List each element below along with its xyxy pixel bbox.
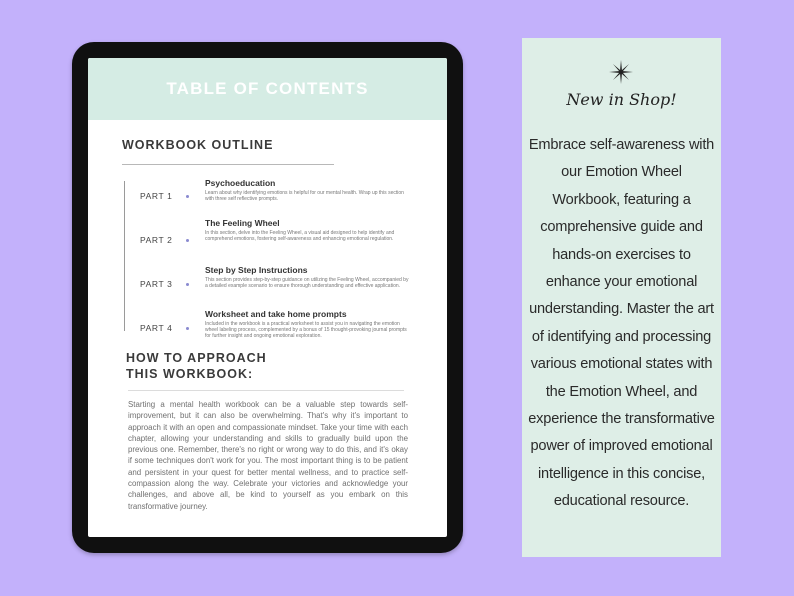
part-title: The Feeling Wheel <box>205 218 280 228</box>
banner-title: TABLE OF CONTENTS <box>166 79 369 98</box>
promo-text: Embrace self-awareness with our Emotion Wheel Workbook, featuring a comprehensive guide and hands-on exercises to enhance your emotional understanding. Master the art of identifying and processing various emotional states with the Emotion Wheel, and experience the transformative power of improved emotional intelligence in this concise, educational resource. <box>528 137 715 510</box>
part-description: Included in the workbook is a practical worksheet to assist you in navigating the emotion wheel labeling process, complemented by a bonus of 15 thought-provoking journal prompts for further insight and ongoing emotional exploration. <box>205 321 407 339</box>
bullet-dot-icon <box>186 195 189 198</box>
part-title: Step by Step Instructions <box>205 265 308 275</box>
outline-title: WORKBOOK OUTLINE <box>122 138 274 152</box>
approach-divider <box>128 390 404 391</box>
sparkle-icon <box>609 60 633 84</box>
tablet-screen <box>88 58 447 537</box>
promo-card <box>522 38 721 557</box>
parts-vertical-line <box>124 181 125 331</box>
bullet-dot-icon <box>186 239 189 242</box>
approach-body: Starting a mental health workbook can be a valuable step towards self-improvement, but it can also be overwhelming. That's why it's important to approach it with an open and compassionate mindset. Take your time with each chapter, allowing your understanding and skills to gradually build upon the previous one. Remember, there's no right or wrong way to do this, and it's okay if some techniques don't work for you. The most important thing is to be patient and persistent in your quest for better mental wellness, and to practice self-compassion along the way. Celebrate your victories and acknowledge your challenges, and above all, be kind to yourself as you embark on this transformative journey. <box>128 400 408 511</box>
approach-heading-line-1: HOW TO APPROACH <box>126 351 267 365</box>
promo-heading: New in Shop! <box>566 90 677 109</box>
tablet-frame <box>72 42 463 553</box>
bullet-dot-icon <box>186 283 189 286</box>
part-title: Psychoeducation <box>205 178 276 188</box>
part-description: Learn about why identifying emotions is helpful for our mental health. Wrap up this section with three self reflective prompts. <box>205 190 404 202</box>
part-description: This section provides step-by-step guidance on utilizing the Feeling Wheel, accompanied by a detailed example scenario to ensure thorough understanding and effective application. <box>205 277 409 289</box>
outline-divider <box>122 164 334 165</box>
approach-heading <box>126 350 267 382</box>
part-label: PART 2 <box>140 235 173 245</box>
part-description: In this section, delve into the Feeling Wheel, a visual aid designed to help identify and comprehend emotions, fostering self-awareness and enhancing emotional regulation. <box>205 230 395 242</box>
part-title: Worksheet and take home prompts <box>205 309 347 319</box>
part-label: PART 3 <box>140 279 173 289</box>
contents-banner <box>88 58 447 120</box>
part-label: PART 4 <box>140 323 173 333</box>
approach-heading-line-2: THIS WORKBOOK: <box>126 367 254 381</box>
part-label: PART 1 <box>140 191 173 201</box>
bullet-dot-icon <box>186 327 189 330</box>
